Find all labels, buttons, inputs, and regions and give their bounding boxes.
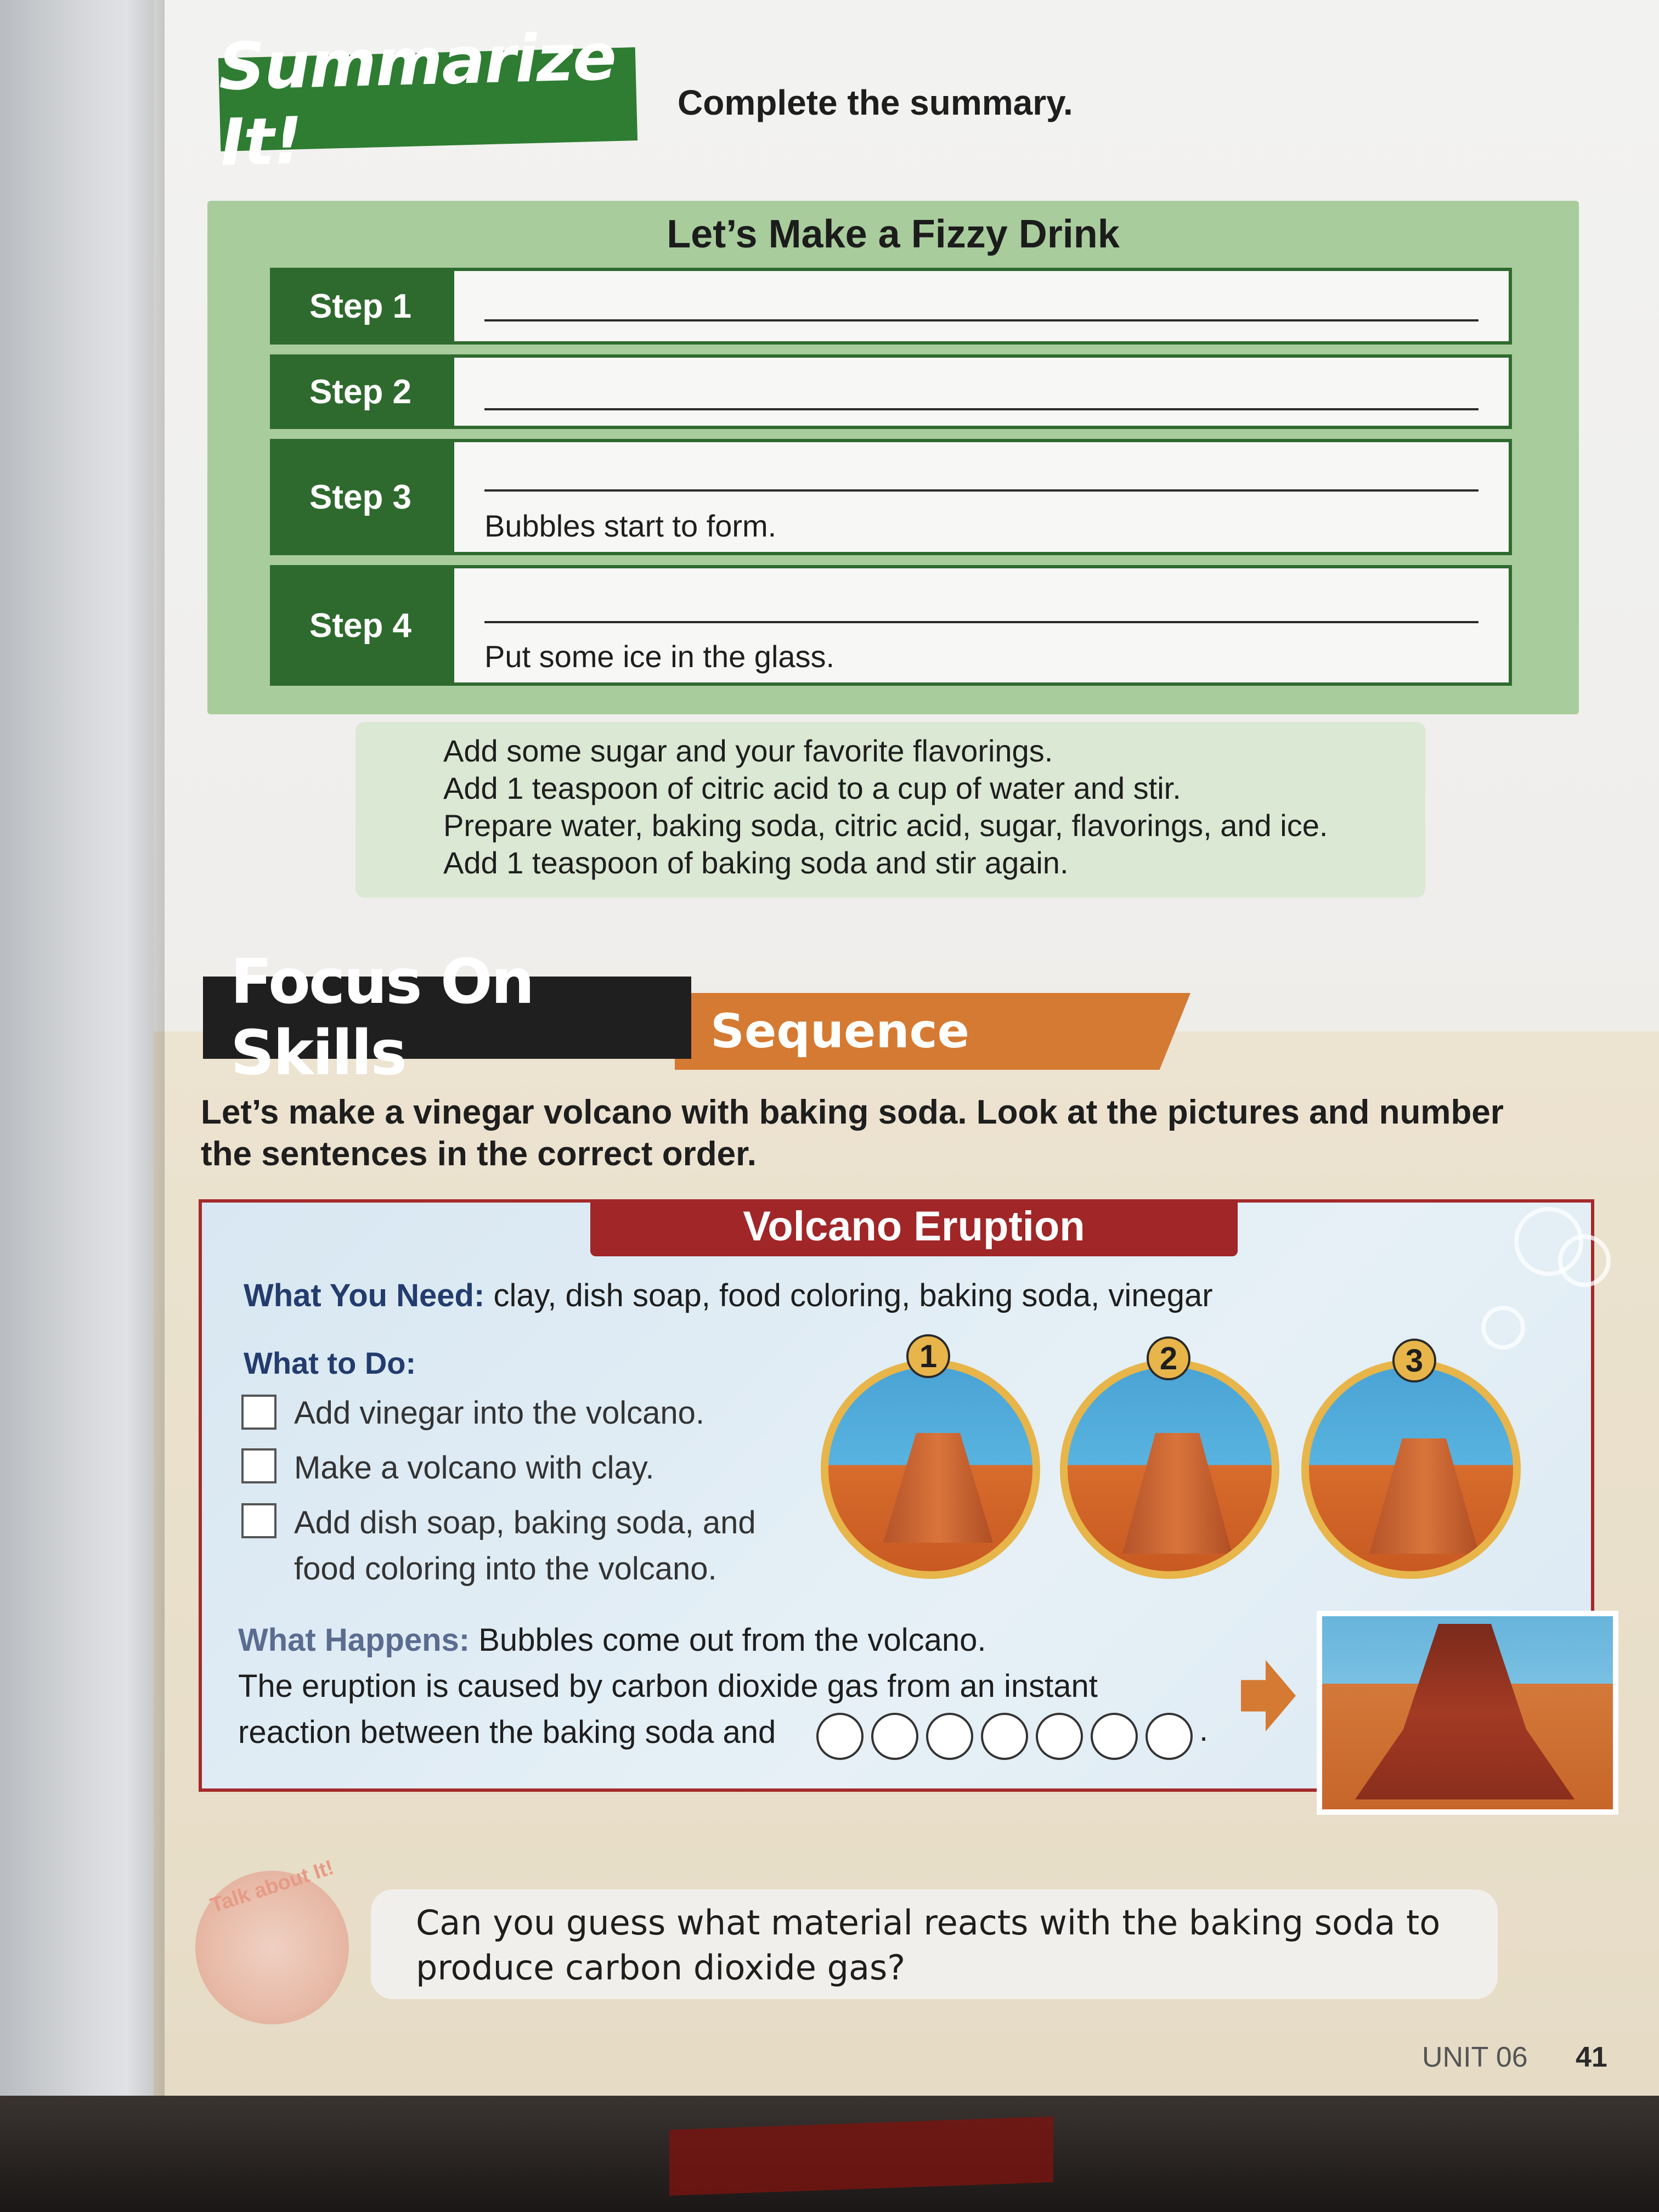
answer-letter-circle[interactable]: [1091, 1713, 1138, 1760]
summarize-instruction: Complete the summary.: [678, 83, 1073, 122]
bubble-decoration: [1558, 1234, 1611, 1287]
answer-letter-circle[interactable]: [816, 1713, 864, 1760]
answer-period: .: [1199, 1712, 1209, 1748]
answer-letter-circle[interactable]: [871, 1713, 918, 1760]
step-row-2: [270, 354, 1512, 429]
talk-question: Can you guess what material reacts with the baking soda to produce carbon dioxide gas?: [416, 1903, 1441, 1988]
summarize-badge: [217, 19, 637, 180]
bubble-decoration: [1481, 1306, 1525, 1350]
todo-item-3: [294, 1500, 756, 1592]
step-photo-3: [1301, 1359, 1521, 1579]
focus-subtitle: Sequence: [710, 1004, 969, 1059]
answer-line: [484, 621, 1479, 623]
todo-text: Add vinegar into the volcano.: [294, 1395, 705, 1431]
answer-line: [484, 408, 1479, 410]
bank-sentence: Prepare water, baking soda, citric acid, sugar, flavorings, and ice.: [443, 808, 1328, 843]
page-number: 41: [1576, 2041, 1607, 2073]
happens-label: What Happens:: [238, 1622, 470, 1658]
photo-number: 3: [1392, 1339, 1436, 1383]
answer-line: [484, 319, 1479, 321]
focus-instruction: Let’s make a vinegar volcano with baking soda. Look at the pictures and number the sentences in the correct order.: [201, 1093, 1504, 1173]
todo-item-2: [294, 1445, 654, 1491]
happens-line3: reaction between the baking soda and: [238, 1714, 776, 1750]
focus-badge-text: Focus On Skills: [230, 946, 533, 1089]
todo-text: Make a volcano with clay.: [294, 1450, 654, 1486]
what-happens: [238, 1617, 1237, 1756]
order-checkbox-2[interactable]: [241, 1448, 276, 1483]
step-text: Put some ice in the glass.: [484, 639, 835, 674]
bank-sentence: Add 1 teaspoon of baking soda and stir again.: [443, 845, 1069, 880]
what-you-need: [244, 1277, 1213, 1314]
photo-number: 2: [1147, 1336, 1190, 1380]
volcano-title: Volcano Eruption: [743, 1203, 1085, 1250]
answer-letter-circle[interactable]: [1036, 1713, 1083, 1760]
need-text: clay, dish soap, food coloring, baking soda, vinegar: [493, 1278, 1213, 1313]
step-row-4: [270, 565, 1512, 686]
talk-badge-text: Talk about It!: [207, 1855, 337, 1918]
step-row-1: [270, 268, 1512, 345]
step-answer-box[interactable]: [451, 268, 1512, 345]
need-label: What You Need:: [244, 1278, 485, 1313]
todo-text: food coloring into the volcano.: [294, 1551, 717, 1587]
answer-line: [484, 489, 1479, 492]
step-answer-box[interactable]: [451, 439, 1512, 555]
summarize-badge-text: Summarize It!: [217, 19, 617, 180]
happens-line2: The eruption is caused by carbon dioxide gas from an instant: [238, 1668, 1098, 1704]
todo-item-1: [294, 1390, 704, 1436]
bank-sentence: Add some sugar and your favorite flavorings.: [443, 733, 1053, 768]
todo-text: Add dish soap, baking soda, and: [294, 1505, 756, 1541]
step-photo-2: [1060, 1359, 1279, 1579]
step-label: Step 2: [270, 354, 451, 429]
bank-sentence: Add 1 teaspoon of citric acid to a cup of water and stir.: [443, 771, 1181, 805]
step-label: Step 1: [270, 268, 451, 345]
answer-letter-circle[interactable]: [981, 1713, 1028, 1760]
summary-title: Let’s Make a Fizzy Drink: [667, 212, 1120, 256]
spine-shadow: [126, 0, 165, 2101]
step-text: Bubbles start to form.: [484, 509, 777, 543]
step-answer-box[interactable]: [451, 565, 1512, 686]
order-checkbox-1[interactable]: [241, 1395, 276, 1430]
answer-letter-circle[interactable]: [1146, 1713, 1193, 1760]
step-label: Step 3: [270, 439, 451, 555]
order-checkbox-3[interactable]: [241, 1503, 276, 1538]
clay-volcano-image: [883, 1433, 993, 1543]
step-answer-box[interactable]: [451, 354, 1512, 429]
step-label: Step 4: [270, 565, 451, 686]
step-row-3: [270, 439, 1512, 555]
red-object: [669, 2117, 1053, 2196]
photo-number: 1: [906, 1334, 950, 1378]
answer-letter-circle[interactable]: [926, 1713, 973, 1760]
clay-volcano-image: [1369, 1438, 1479, 1554]
step-photo-1: [821, 1359, 1040, 1579]
focus-on-skills-badge: [203, 946, 691, 1089]
what-to-do-label: What to Do:: [244, 1346, 416, 1380]
clay-volcano-image: [1122, 1433, 1232, 1554]
happens-line1: Bubbles come out from the volcano.: [478, 1622, 986, 1658]
unit-label: UNIT 06: [1422, 2041, 1528, 2073]
